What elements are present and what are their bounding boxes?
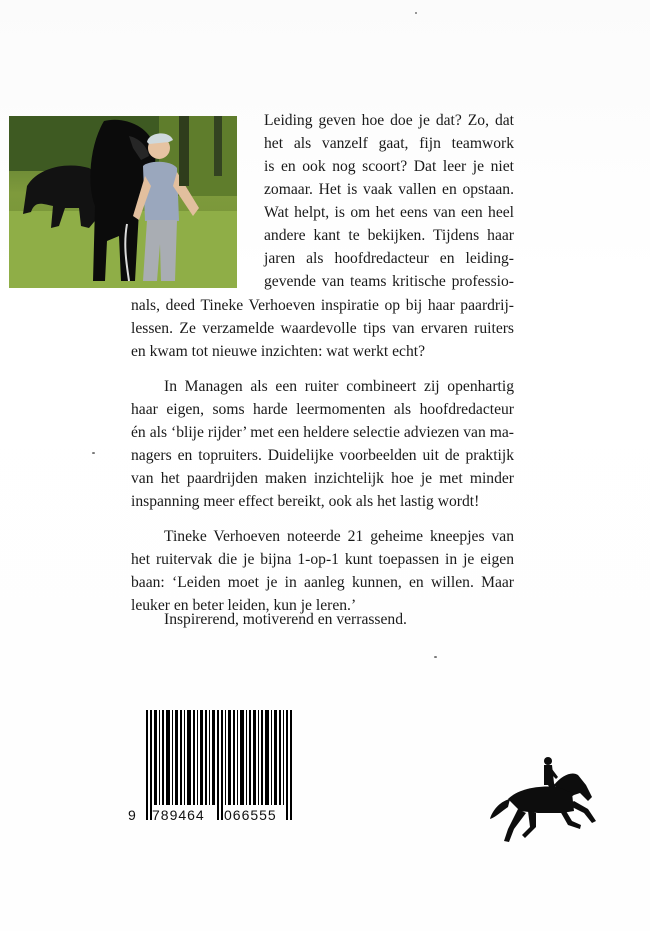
isbn-barcode [128, 710, 298, 828]
blurb-line: Leiding geven hoe doe je dat? Zo, dat [264, 112, 514, 129]
blurb-line: van het paardrijden maken inzichtelijk hoe je met minder [131, 470, 514, 487]
blurb-line: gevende van teams kritische professio- [264, 273, 514, 290]
blurb-line: jaren als hoofdredacteur en leiding- [264, 250, 514, 267]
blurb-closing-line: Inspirerend, motiverend en verrassend. [164, 611, 407, 628]
blurb-line: lessen. Ze verzamelde waardevolle tips van ervaren ruiters [131, 320, 514, 337]
blurb-line: het ruitervak die je bijna 1-op-1 kunt toepassen in je eigen [131, 551, 514, 568]
blurb-line: nals, deed Tineke Verhoeven inspiratie op bij haar paardrij- [131, 297, 514, 314]
blurb-line: zomaar. Het is vaak vallen en opstaan. [264, 181, 514, 198]
blurb-line: het als vanzelf gaat, fijn teamwork [264, 135, 514, 152]
blurb-line: Tineke Verhoeven noteerde 21 geheime kneepjes van [164, 528, 514, 545]
print-speck [415, 12, 417, 14]
isbn-number [128, 807, 298, 827]
isbn-right-group: 066555 [224, 807, 277, 823]
blurb-line: inspanning meer effect bereikt, ook als het lastig wordt! [131, 493, 480, 510]
dressage-horse-rider-silhouette-icon [488, 755, 600, 843]
print-speck [434, 656, 437, 658]
blurb-line: is en ook nog scoort? Dat leer je niet [264, 158, 514, 175]
blurb-line: nagers en topruiters. Duidelijke voorbeelden uit de praktijk [131, 447, 514, 464]
barcode-bars [146, 710, 294, 820]
blurb-line: In Managen als een ruiter combineert zij openhartig [164, 378, 514, 395]
blurb-line: andere kant te bekijken. Tijdens haar [264, 227, 514, 244]
blurb-line: leuker en beter leiden, kun je leren.’ [131, 597, 357, 614]
blurb-line: haar eigen, soms harde leermomenten als hoofdredacteur [131, 401, 514, 418]
blurb-line: en kwam tot nieuwe inzichten: wat werkt echt? [131, 343, 426, 360]
print-speck [92, 452, 95, 454]
isbn-left-group: 789464 [152, 807, 205, 823]
isbn-first-digit: 9 [128, 807, 136, 823]
blurb-line: én als ‘blije rijder’ met een heldere selectie adviezen van ma- [131, 424, 514, 441]
blurb-line: baan: ‘Leiden moet je in aanleg kunnen, en willen. Maar [131, 574, 514, 591]
blurb-line: Wat helpt, is om het eens van een heel [264, 204, 514, 221]
